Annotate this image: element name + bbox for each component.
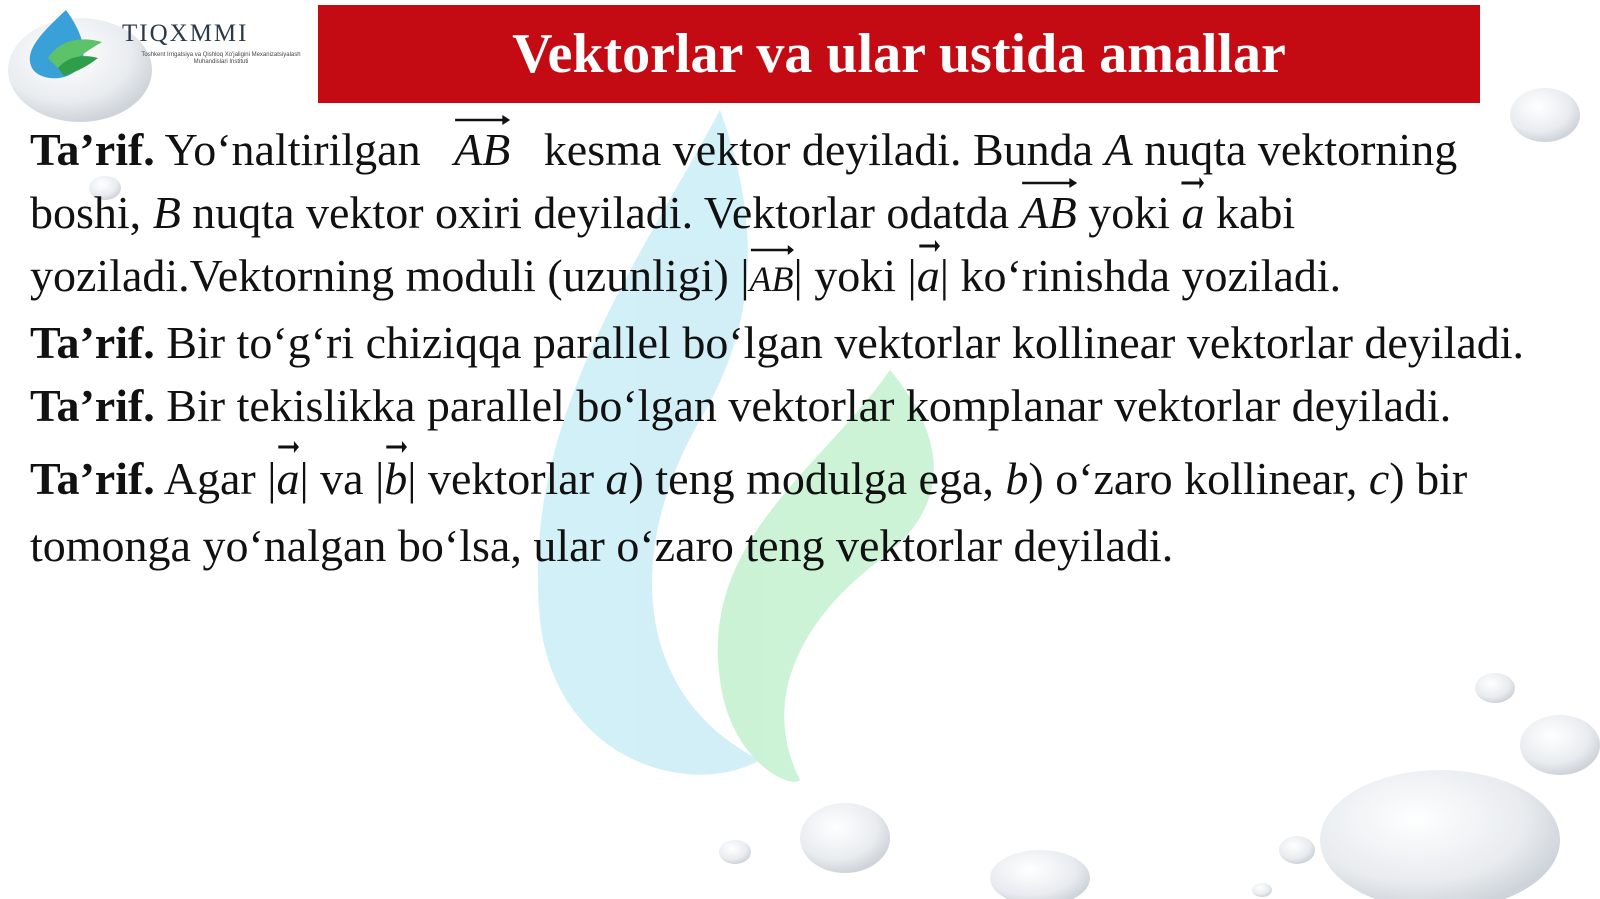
vector-label: a xyxy=(1181,187,1205,238)
slide-content xyxy=(30,118,1575,579)
text-segment: ) teng modulga ega, xyxy=(628,453,1006,504)
text-segment: nuqta vektor oxiri deyiladi. Vektorlar odatda xyxy=(180,187,1021,238)
vector-label: AB xyxy=(454,124,511,175)
text-segment: ) bir tomonga yo‘nalgan bo‘lsa, ular o‘zaro teng vektorlar deyiladi. xyxy=(30,453,1468,571)
definition-term: Ta’rif. xyxy=(30,380,155,431)
text-segment: yoki xyxy=(1076,187,1182,238)
modulus-ab: |AB | xyxy=(740,244,802,311)
logo-name: TIQXMMI xyxy=(122,20,249,47)
vector-label: b xyxy=(384,453,408,504)
modulus-vector-a: |a | xyxy=(267,445,308,512)
text-segment: kabi yoziladi.Vektorning moduli (uzunligi) xyxy=(30,187,1296,301)
definition-equal-vectors xyxy=(30,445,1575,579)
vector-ab-notation xyxy=(1021,181,1077,244)
definition-vector xyxy=(30,118,1575,311)
vector-label: AB xyxy=(1020,187,1077,238)
definition-coplanar xyxy=(30,374,1575,437)
text-segment: ko‘rinishda yoziladi. xyxy=(948,250,1342,301)
vector-label: AB xyxy=(749,259,794,299)
definition-collinear xyxy=(30,311,1575,374)
definition-text: Bir tekislikka parallel bo‘lgan vektorlar komplanar vektorlar deyiladi. xyxy=(154,380,1452,431)
condition-c: c xyxy=(1368,453,1390,504)
modulus-vector-b: |b | xyxy=(375,445,416,512)
vector-label: a xyxy=(916,250,940,301)
slide-title: Vektorlar va ular ustida amallar xyxy=(512,23,1286,85)
vector-a-notation xyxy=(1181,181,1204,244)
vector-ab xyxy=(454,118,510,181)
title-bar xyxy=(318,5,1480,103)
text-segment: vektorlar xyxy=(416,453,606,504)
definition-term: Ta’rif. xyxy=(30,453,155,504)
point-a: A xyxy=(1104,124,1133,175)
institute-logo xyxy=(18,6,308,86)
condition-a: a xyxy=(605,453,629,504)
text-segment: ) o‘zaro kollinear, xyxy=(1028,453,1369,504)
logo-subtitle: Toshkent Irrigatsiya va Qishloq Xo'jaligini Mexanizatsiyalash Muhandislari Instituti xyxy=(141,52,301,65)
definition-text: Bir to‘g‘ri chiziqqa parallel bo‘lgan vektorlar kollinear vektorlar deyiladi. xyxy=(154,317,1525,368)
logo-emblem-icon xyxy=(18,6,113,84)
text-segment: Agar xyxy=(154,453,268,504)
text-segment: kesma vektor deyiladi. Bunda xyxy=(532,124,1105,175)
definition-term: Ta’rif. xyxy=(30,317,155,368)
text-segment: Yo‘naltirilgan xyxy=(154,124,433,175)
modulus-a: |a | xyxy=(908,244,949,307)
vector-label: a xyxy=(276,453,300,504)
text-segment: yoki xyxy=(802,250,908,301)
definition-term: Ta’rif. xyxy=(30,124,155,175)
text-segment: va xyxy=(308,453,376,504)
condition-b: b xyxy=(1005,453,1029,504)
point-b: B xyxy=(152,187,181,238)
text-segment: nuqta vektorning boshi, xyxy=(30,124,1458,238)
